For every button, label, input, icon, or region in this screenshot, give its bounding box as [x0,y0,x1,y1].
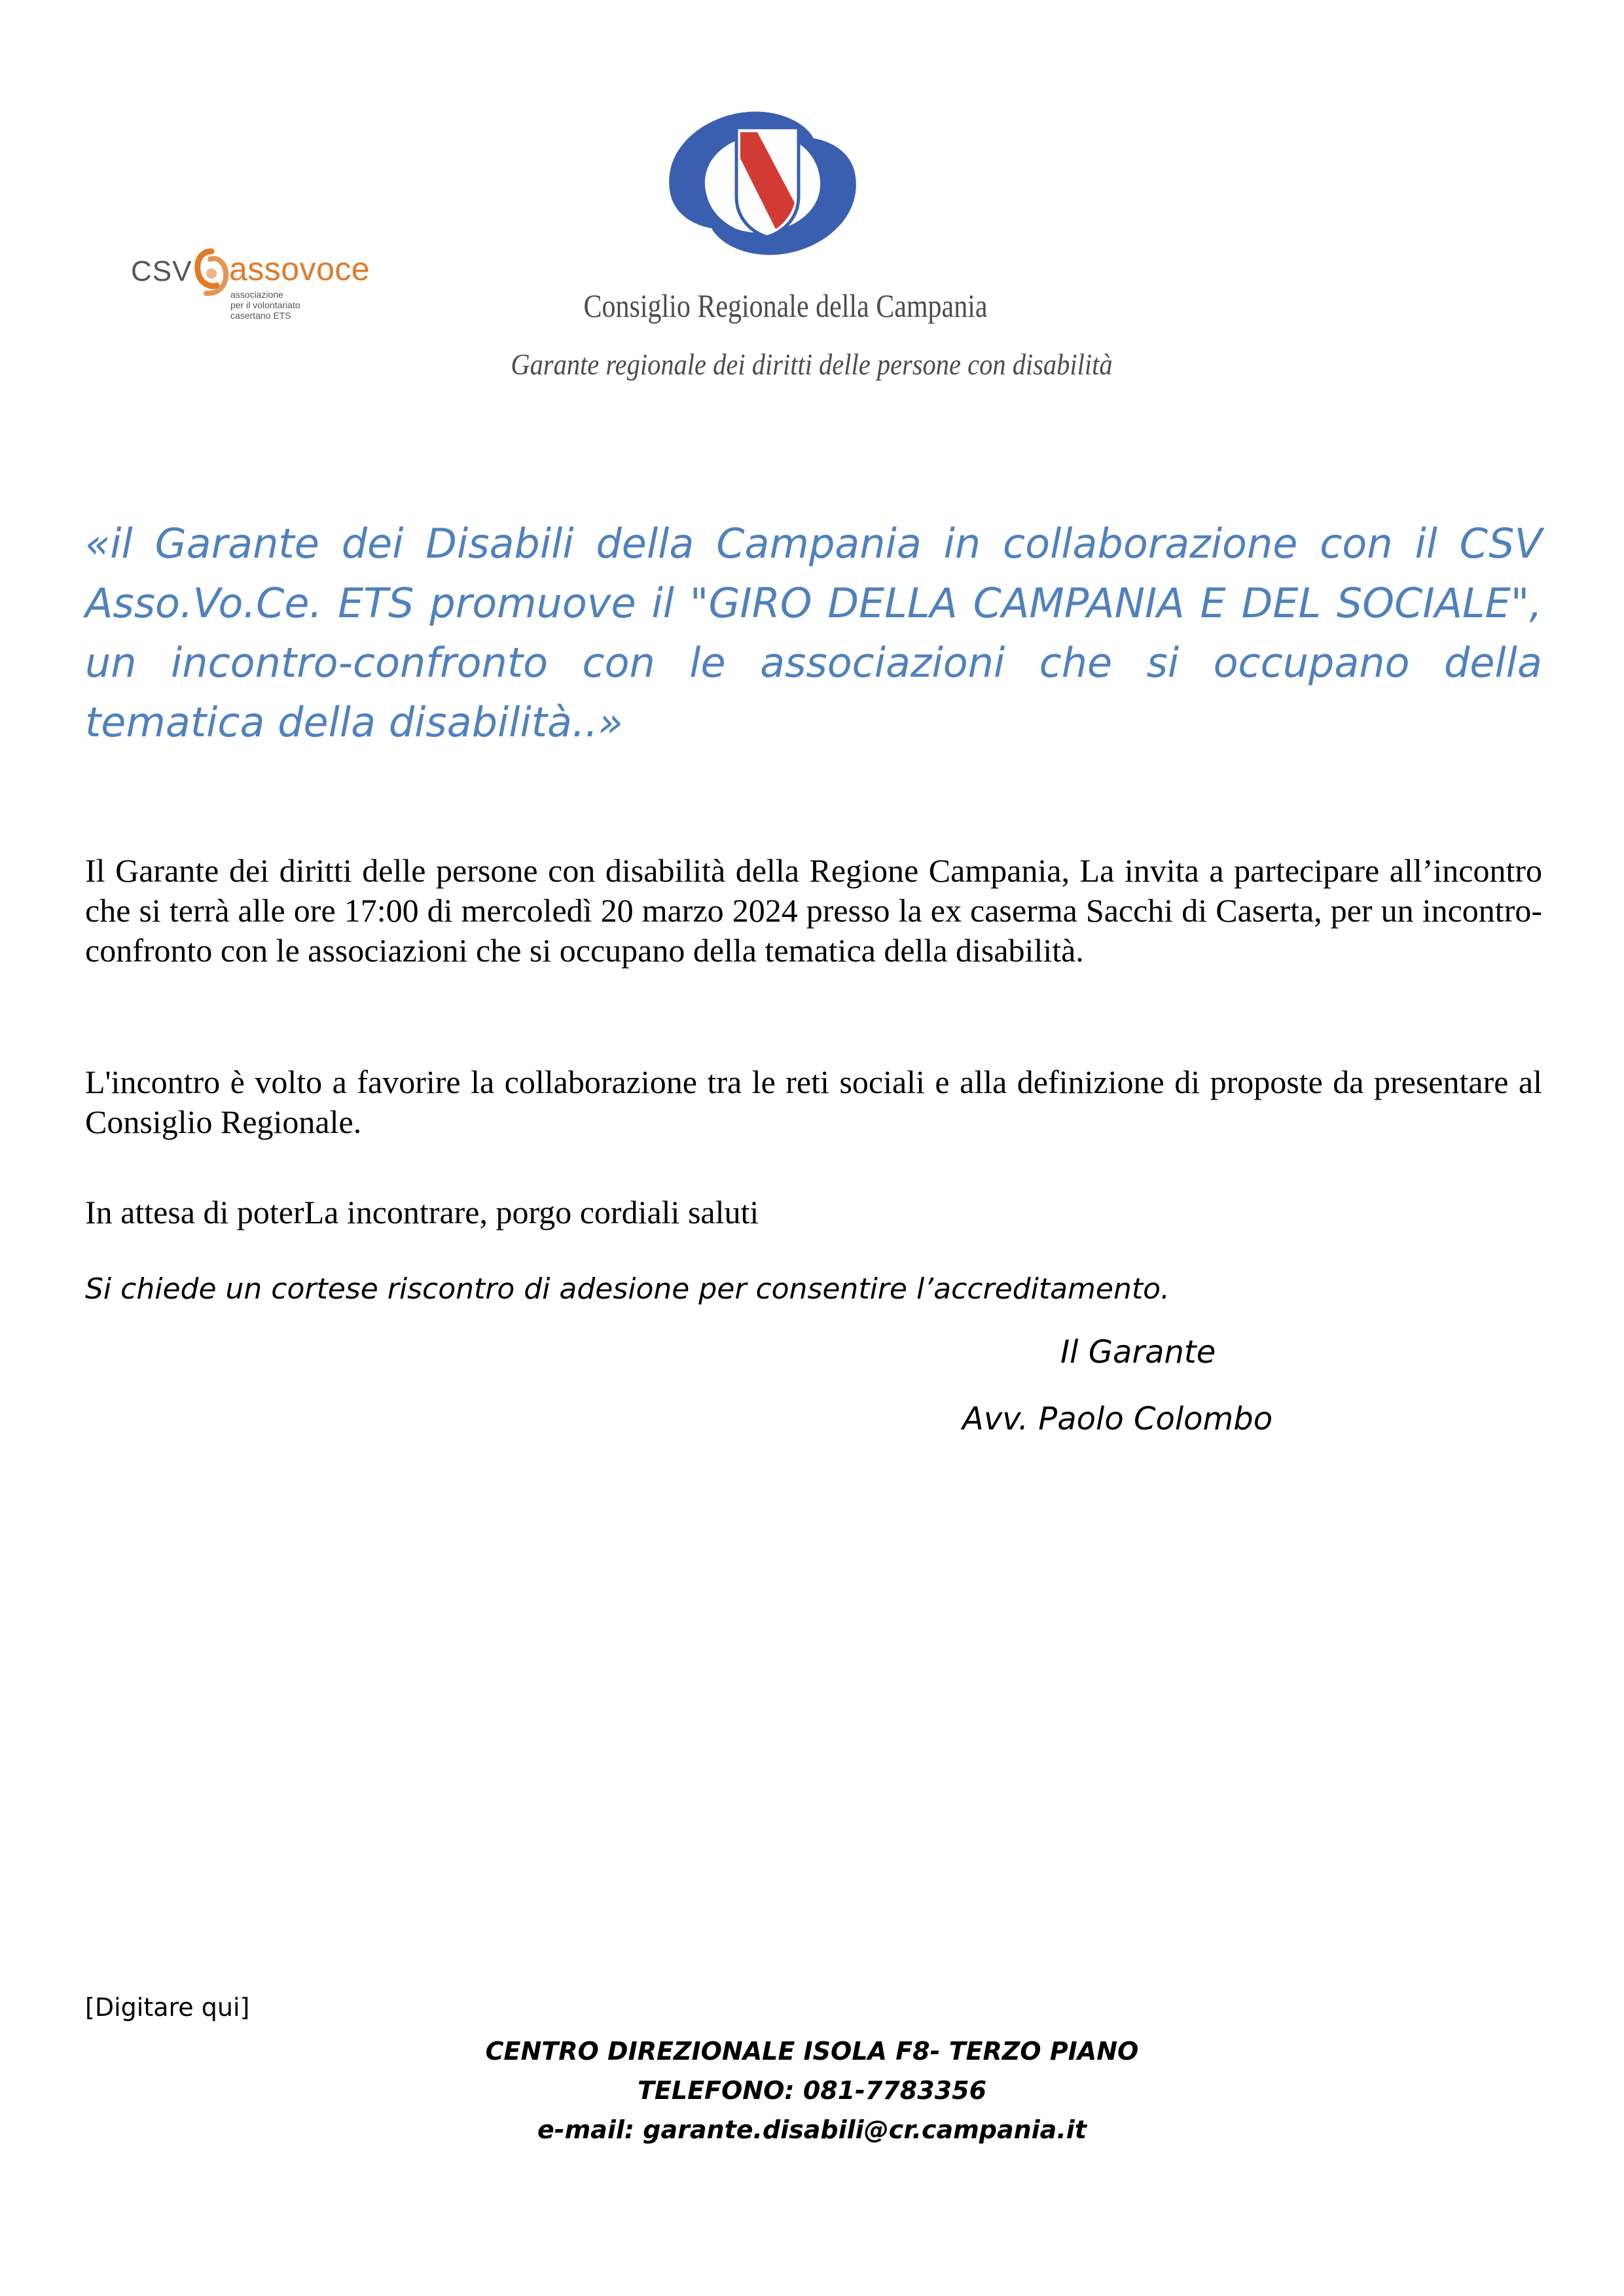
council-title: Consiglio Regionale della Campania [583,287,988,324]
csv-logo-prefix: CSV [131,255,192,287]
footer-phone: TELEFONO: 081-7783356 [637,2076,987,2105]
footer-email: e-mail: garante.disabili@cr.campania.it [537,2115,1087,2144]
rsvp-request: Si chiede un cortese riscontro di adesione per consentire l’accreditamento. [85,1272,1170,1306]
csv-ring-icon [193,247,230,300]
council-subtitle: Garante regionale dei diritti delle persone con disabilità [511,348,1113,381]
placeholder-text: [Digitare qui] [85,1993,250,2022]
signature-role: Il Garante [1060,1334,1216,1371]
purpose-paragraph: L'incontro è volto a favorire la collaborazione tra le reti sociali e alla definizione di proposte da presentare al Consiglio Regionale. [85,1064,1542,1140]
csv-assovoce-logo [131,236,370,334]
campania-region-emblem-icon [645,98,880,268]
invitation-paragraph: Il Garante dei diritti delle persone con disabilità della Regione Campania, La invita a partecipare all’incontro che si terrà alle ore 17:00 di mercoledì 20 marzo 2024 presso la ex caserma Sacchi di Caserta, per un incontro-confronto con le associazioni che si occupano della tematica della disabilità. [85,852,1542,969]
highlight-quote: «il Garante dei Disabili della Campania in collaborazione con il CSV Asso.Vo.Ce. ETS promuove il "GIRO DELLA CAMPANIA E DEL SOCIALE", un incontro-confronto con le associazioni che si occupano della tematica della disabilità..» [85,520,1542,746]
csv-subtitle-line: associazione [230,289,283,300]
csv-subtitle-line: per il volontariato [230,300,300,310]
footer-address: CENTRO DIREZIONALE ISOLA F8- TERZO PIANO [485,2037,1139,2066]
csv-subtitle-line: casertano ETS [230,310,291,321]
signature-name: Avv. Paolo Colombo [962,1401,1273,1437]
csv-logo-subtitle [230,289,300,321]
closing-paragraph: In attesa di poterLa incontrare, porgo cordiali saluti [85,1194,759,1230]
csv-logo-brand: assovoce [229,251,370,287]
